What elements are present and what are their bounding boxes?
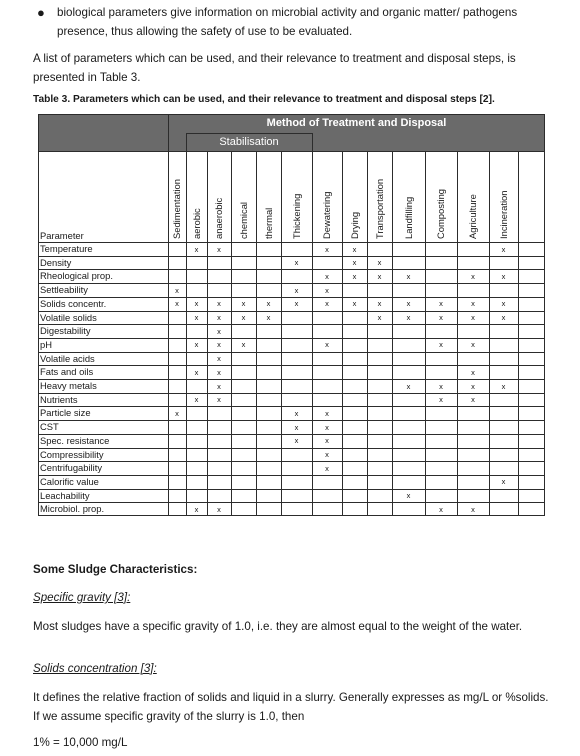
row-divider xyxy=(38,297,545,298)
table-border-top xyxy=(38,114,545,115)
row-divider xyxy=(38,420,545,421)
cell-mark: x xyxy=(217,244,221,254)
cell-mark: x xyxy=(217,326,221,336)
row-label: Volatile acids xyxy=(40,352,95,364)
section-heading: Some Sludge Characteristics: xyxy=(33,563,198,576)
cell-mark: x xyxy=(439,395,443,405)
row-divider xyxy=(38,502,545,503)
solids-concentration-title: Solids concentration [3]: xyxy=(33,662,157,675)
column-header-composting: Composting xyxy=(435,188,446,239)
cell-mark: x xyxy=(471,313,475,322)
row-label: Leachability xyxy=(40,489,90,501)
cell-mark: x xyxy=(471,367,475,377)
parameters-table xyxy=(38,114,545,516)
cell-mark: x xyxy=(217,340,221,350)
table-border-right xyxy=(544,114,545,516)
row-divider xyxy=(38,393,545,394)
cell-mark: x xyxy=(471,504,475,514)
row-label: Digestability xyxy=(40,325,91,337)
row-label: CST xyxy=(40,421,59,433)
cell-mark: x xyxy=(471,340,475,350)
row-divider xyxy=(38,461,545,462)
row-label: Fats and oils xyxy=(40,366,94,378)
row-label: Settleability xyxy=(40,284,88,296)
cell-mark: x xyxy=(406,271,411,281)
column-header-dewatering: Dewatering xyxy=(321,191,332,239)
cell-mark: x xyxy=(471,381,475,391)
cell-mark: x xyxy=(406,299,411,309)
column-header-anaerobic: anaerobic xyxy=(213,197,224,239)
cell-mark: x xyxy=(471,395,475,405)
cell-mark: x xyxy=(501,271,506,281)
cell-mark: x xyxy=(325,450,329,459)
cell-mark: x xyxy=(217,299,221,309)
cell-mark: x xyxy=(325,408,329,418)
cell-mark: x xyxy=(471,299,475,309)
cell-mark: x xyxy=(241,313,246,322)
cell-mark: x xyxy=(439,381,443,391)
cell-mark: x xyxy=(325,422,329,432)
table-caption: Table 3. Parameters which can be used, and their relevance to treatment and disposal steps [2]. xyxy=(33,94,495,105)
column-header-drying: Drying xyxy=(348,211,360,239)
specific-gravity-title: Specific gravity [3]: xyxy=(33,591,131,604)
cell-mark: x xyxy=(266,313,271,322)
specific-gravity-text: Most sludges have a specific gravity of 1.0, i.e. they are almost equal to the weight of the water. xyxy=(33,620,523,633)
bullet-dot-icon: ● xyxy=(37,5,45,20)
row-divider xyxy=(38,283,545,284)
table-title: Method of Treatment and Disposal xyxy=(266,117,447,129)
column-divider xyxy=(168,114,169,516)
row-divider xyxy=(38,448,545,449)
cell-mark: x xyxy=(501,244,506,254)
table-border-bottom xyxy=(38,515,545,516)
row-divider xyxy=(38,406,545,407)
row-divider xyxy=(38,475,545,476)
cell-mark: x xyxy=(352,271,357,281)
row-divider xyxy=(38,269,545,270)
cell-mark: x xyxy=(194,504,199,514)
cell-mark: x xyxy=(501,313,506,322)
row-label: Volatile solids xyxy=(40,311,97,323)
bullet-text: biological parameters give information on microbial activity and organic matter/ pathogens presence, thus allowing the safety of use to be evaluated. xyxy=(57,6,518,38)
cell-mark: x xyxy=(294,258,299,268)
cell-mark: x xyxy=(294,422,299,432)
row-label: Compressibility xyxy=(40,448,104,460)
cell-mark: x xyxy=(352,299,357,309)
cell-mark: x xyxy=(471,271,475,281)
cell-mark: x xyxy=(194,367,199,377)
row-divider xyxy=(38,311,545,312)
column-header-agriculture: Agriculture xyxy=(467,194,478,239)
cell-mark: x xyxy=(325,285,329,295)
cell-mark: x xyxy=(194,340,199,350)
row-label: Density xyxy=(40,256,72,268)
cell-mark: x xyxy=(175,299,179,309)
cell-mark: x xyxy=(325,244,329,254)
cell-mark: x xyxy=(406,313,411,322)
cell-mark: x xyxy=(266,299,271,309)
cell-mark: x xyxy=(194,395,199,405)
cell-mark: x xyxy=(241,299,246,309)
cell-mark: x xyxy=(194,299,199,309)
cell-mark: x xyxy=(377,299,382,309)
cell-mark: x xyxy=(217,354,221,364)
equation: 1% = 10,000 mg/L xyxy=(33,736,128,749)
cell-mark: x xyxy=(241,340,246,350)
column-header-aerobic: aerobic xyxy=(190,208,202,239)
cell-mark: x xyxy=(377,258,382,268)
row-label: Spec. resistance xyxy=(40,434,110,446)
row-label: Centrifugability xyxy=(40,462,103,474)
cell-mark: x xyxy=(175,408,179,418)
column-header-sedimentation: Sedimentation xyxy=(171,179,182,239)
row-label: Calorific value xyxy=(40,475,99,487)
cell-mark: x xyxy=(439,340,443,350)
table-subtitle: Stabilisation xyxy=(219,136,279,148)
cell-mark: x xyxy=(501,299,506,309)
row-divider xyxy=(38,365,545,366)
column-header-transportation: Transportation xyxy=(373,178,385,239)
row-divider xyxy=(38,242,545,243)
cell-mark: x xyxy=(217,313,221,322)
cell-mark: x xyxy=(439,504,443,514)
cell-mark: x xyxy=(377,271,382,281)
cell-mark: x xyxy=(406,381,411,391)
column-header-incineration: Incineration xyxy=(497,190,509,239)
cell-mark: x xyxy=(294,436,299,446)
cell-mark: x xyxy=(439,313,443,322)
row-divider xyxy=(38,434,545,435)
solids-concentration-text: It defines the relative fraction of solids and liquid in a slurry. Generally expresses as mg/L or %solids. If we assume specific gravity of the slurry is 1.0, then xyxy=(33,691,549,723)
cell-mark: x xyxy=(294,299,299,309)
cell-mark: x xyxy=(194,244,199,254)
row-label: Particle size xyxy=(40,407,91,419)
row-divider xyxy=(38,256,545,257)
cell-mark: x xyxy=(294,408,299,418)
cell-mark: x xyxy=(175,285,179,295)
cell-mark: x xyxy=(217,504,221,514)
row-label: Solids concentr. xyxy=(40,297,107,309)
row-divider xyxy=(38,338,545,339)
cell-mark: x xyxy=(406,491,411,501)
cell-mark: x xyxy=(352,258,357,268)
row-label: Microbiol. prop. xyxy=(40,503,105,515)
column-header-chemical: chemical xyxy=(237,202,249,239)
bullet-item xyxy=(37,3,552,41)
parameter-header: Parameter xyxy=(40,230,84,241)
cell-mark: x xyxy=(325,436,329,446)
cell-mark: x xyxy=(325,463,329,473)
cell-mark: x xyxy=(217,395,221,405)
cell-mark: x xyxy=(501,477,506,487)
row-divider xyxy=(38,324,545,325)
cell-mark: x xyxy=(325,299,329,309)
cell-mark: x xyxy=(501,381,506,391)
column-header-thickening: Thickening xyxy=(290,193,302,239)
cell-mark: x xyxy=(217,381,221,391)
row-divider xyxy=(38,352,545,353)
cell-mark: x xyxy=(325,340,329,350)
cell-mark: x xyxy=(377,313,382,322)
row-divider xyxy=(38,379,545,380)
row-label: Nutrients xyxy=(40,393,78,405)
cell-mark: x xyxy=(217,367,221,377)
cell-mark: x xyxy=(294,285,299,295)
column-header-landfilling: Landfilling xyxy=(402,196,414,239)
row-label: Heavy metals xyxy=(40,380,97,391)
cell-mark: x xyxy=(352,244,357,254)
header-rule xyxy=(38,151,545,152)
cell-mark: x xyxy=(194,313,199,322)
cell-mark: x xyxy=(325,271,329,281)
cell-mark: x xyxy=(439,299,443,309)
row-label: Rheological prop. xyxy=(40,270,113,282)
stabilisation-rule xyxy=(186,133,312,134)
column-header-thermal: thermal xyxy=(262,207,274,239)
row-label: Temperature xyxy=(40,243,93,254)
row-label: pH xyxy=(40,338,52,350)
intro-paragraph: A list of parameters which can be used, and their relevance to treatment and disposal steps, is presented in Table 3. xyxy=(33,52,516,84)
row-divider xyxy=(38,489,545,490)
